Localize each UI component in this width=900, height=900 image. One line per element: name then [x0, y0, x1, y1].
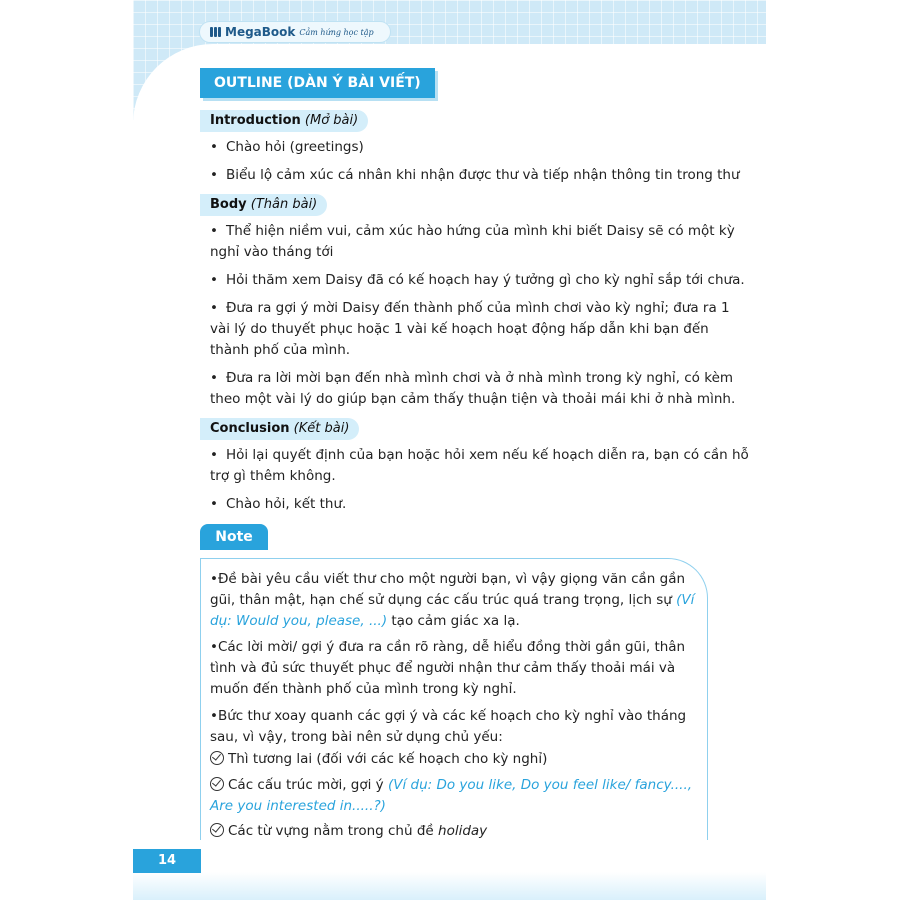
- checklist-text: Các cấu trúc mời, gợi ý: [228, 777, 388, 793]
- list-item-text: Hỏi thăm xem Daisy đã có kế hoạch hay ý tưởng gì cho kỳ nghỉ sắp tới chưa.: [225, 272, 745, 288]
- section-label-vi: (Kết bài): [293, 421, 350, 436]
- list-item-text: Biểu lộ cảm xúc cá nhân khi nhận được thư và tiếp nhận thông tin trong thư: [225, 167, 740, 183]
- page-number: 14: [133, 849, 201, 873]
- section-label-text: Conclusion: [210, 421, 290, 436]
- list-item-text: Thể hiện niềm vui, cảm xúc hào hứng của mình khi biết Daisy sẽ có một kỳ nghỉ vào tháng tới: [210, 223, 735, 260]
- note-text: tạo cảm giác xa lạ.: [387, 613, 520, 629]
- note-text: Bức thư xoay quanh các gợi ý và các kế hoạch cho kỳ nghỉ vào tháng sau, vì vậy, trong bài nên sử dụng chủ yếu:: [210, 708, 687, 745]
- section-label-conclusion: [200, 418, 359, 440]
- megabook-logo-icon: [210, 27, 221, 37]
- checklist-example: (Ví dụ: Do you like, Do you feel like/ fancy...., Are you interested in.....?): [210, 777, 693, 814]
- list-item-text: Chào hỏi (greetings): [225, 139, 364, 155]
- section-label-vi: (Thân bài): [250, 197, 318, 212]
- list-item: • Chào hỏi, kết thư.: [210, 496, 347, 512]
- section-label-vi: (Mở bài): [304, 113, 359, 128]
- list-item: • Hỏi lại quyết định của bạn hoặc hỏi xem nếu kế hoạch diễn ra, bạn có cần hỗ trợ gì thêm không.: [210, 447, 749, 484]
- note-text: Các lời mời/ gợi ý đưa ra cần rõ ràng, dễ hiểu đồng thời gần gũi, thân tình và đủ sức thuyết phục để người nhận thư cảm thấy thoải mái và muốn đến thành phố của mình trong kỳ nghỉ.: [210, 639, 686, 697]
- page: [133, 0, 766, 900]
- list-item-text: Chào hỏi, kết thư.: [225, 496, 347, 512]
- note-tab: Note: [200, 524, 268, 550]
- checklist-text: Các từ vựng nằm trong chủ đề: [228, 823, 439, 839]
- section-label-text: Introduction: [210, 113, 301, 128]
- check-circle-icon: [210, 823, 224, 837]
- list-item: • Thể hiện niềm vui, cảm xúc hào hứng của mình khi biết Daisy sẽ có một kỳ nghỉ vào tháng tới: [210, 223, 735, 260]
- list-item-text: Đưa ra gợi ý mời Daisy đến thành phố của mình chơi vào kỳ nghỉ; đưa ra 1 vài lý do thuyết phục hoặc 1 vài kế hoạch hoạt động hấp dẫn khi bạn đến thành phố của mình.: [210, 300, 730, 358]
- note-text: Đề bài yêu cầu viết thư cho một người bạn, vì vậy giọng văn cần gần gũi, thân mật, hạn chế sử dụng các cấu trúc quá trang trọng, lịch sự: [210, 571, 686, 608]
- header-brand: [200, 22, 390, 42]
- checklist-keyword: holiday: [438, 823, 488, 839]
- checklist-item: [210, 821, 710, 842]
- note-item: •Các lời mời/ gợi ý đưa ra cần rõ ràng, dễ hiểu đồng thời gần gũi, thân tình và đủ sức thuyết phục để người nhận thư cảm thấy thoải mái và muốn đến thành phố của mình trong kỳ nghỉ.: [210, 639, 686, 697]
- list-item-text: Đưa ra lời mời bạn đến nhà mình chơi và ở nhà mình trong kỳ nghỉ, có kèm theo một vài lý do giúp bạn cảm thấy thuận tiện và thoải mái khi ở nhà mình.: [210, 370, 736, 407]
- section-label-body: [200, 194, 327, 216]
- checklist-item: [210, 775, 710, 817]
- check-circle-icon: [210, 751, 224, 765]
- note-item: •Đề bài yêu cầu viết thư cho một người bạn, vì vậy giọng văn cần gần gũi, thân mật, hạn chế sử dụng các cấu trúc quá trang trọng, lịch sự (Ví dụ: Would you, please, ...) tạo cảm giác xa lạ.: [210, 571, 695, 629]
- list-item: • Biểu lộ cảm xúc cá nhân khi nhận được thư và tiếp nhận thông tin trong thư: [210, 167, 740, 183]
- list-item: • Đưa ra lời mời bạn đến nhà mình chơi và ở nhà mình trong kỳ nghỉ, có kèm theo một vài lý do giúp bạn cảm thấy thuận tiện và thoải mái khi ở nhà mình.: [210, 370, 736, 407]
- section-label-introduction: [200, 110, 368, 132]
- checklist-text: Thì tương lai (đối với các kế hoạch cho kỳ nghỉ): [228, 751, 548, 767]
- bottom-band: [133, 872, 766, 900]
- check-circle-icon: [210, 777, 224, 791]
- list-item: • Hỏi thăm xem Daisy đã có kế hoạch hay ý tưởng gì cho kỳ nghỉ sắp tới chưa.: [210, 272, 745, 288]
- list-item: • Chào hỏi (greetings): [210, 139, 364, 155]
- note-item: •Bức thư xoay quanh các gợi ý và các kế hoạch cho kỳ nghỉ vào tháng sau, vì vậy, trong bài nên sử dụng chủ yếu:: [210, 708, 687, 745]
- brand-tagline: Cảm hứng học tập: [299, 27, 374, 37]
- list-item: • Đưa ra gợi ý mời Daisy đến thành phố của mình chơi vào kỳ nghỉ; đưa ra 1 vài lý do thuyết phục hoặc 1 vài kế hoạch hoạt động hấp dẫn khi bạn đến thành phố của mình.: [210, 300, 730, 358]
- brand-name: MegaBook: [225, 25, 296, 39]
- section-label-text: Body: [210, 197, 247, 212]
- note-example: (Ví dụ: Would you, please, ...): [210, 592, 695, 629]
- list-item-text: Hỏi lại quyết định của bạn hoặc hỏi xem nếu kế hoạch diễn ra, bạn có cần hỗ trợ gì thêm không.: [210, 447, 749, 484]
- checklist-item: [210, 749, 710, 770]
- outline-title: OUTLINE (DÀN Ý BÀI VIẾT): [200, 68, 435, 98]
